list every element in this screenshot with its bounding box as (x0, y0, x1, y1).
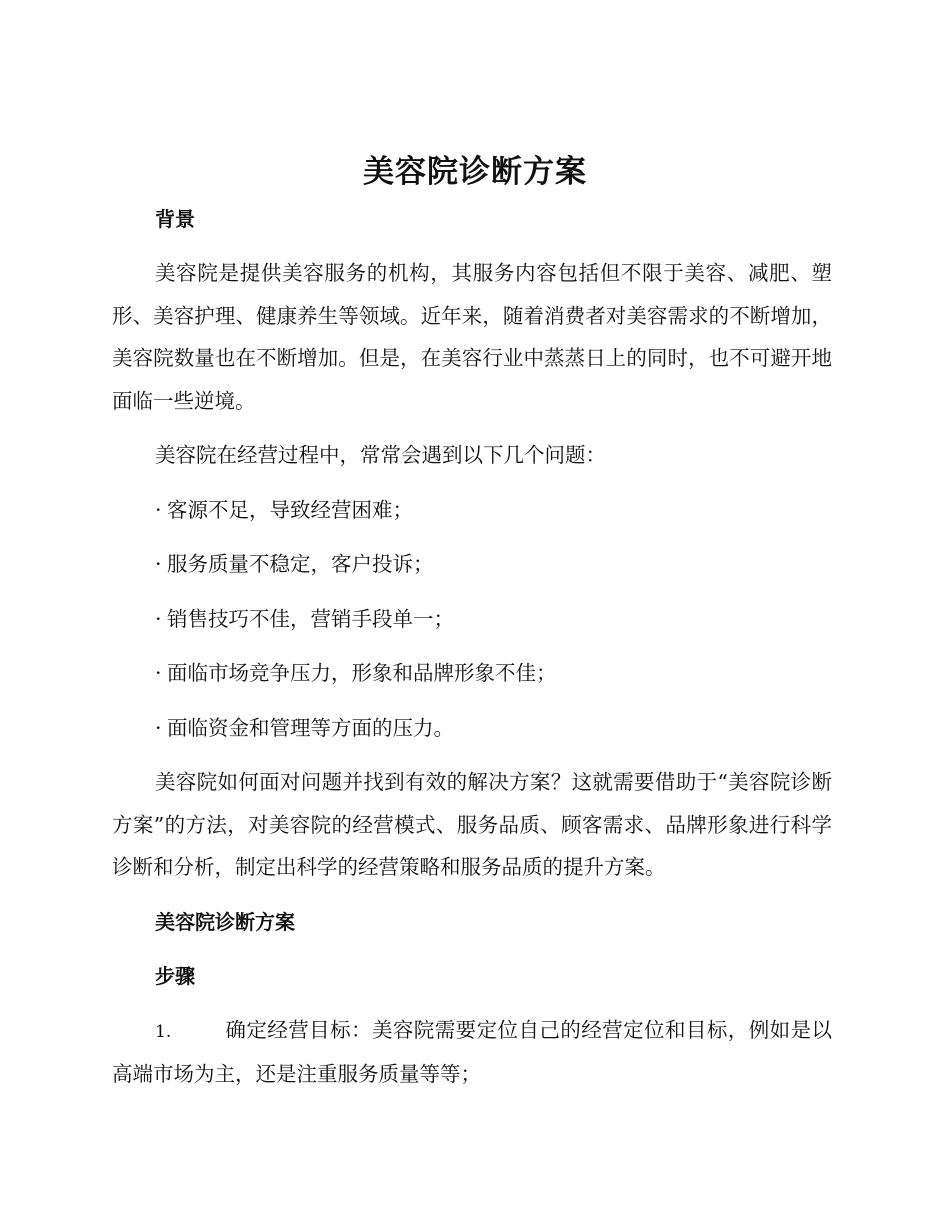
problem-list-item (112, 489, 832, 532)
bullet-dot: · (155, 715, 162, 740)
section-heading-plan: 美容院诊断方案 (155, 909, 295, 934)
problem-list-item (112, 707, 832, 750)
problem-list-item (112, 652, 832, 695)
problem-list-item (112, 543, 832, 586)
problem-text: 销售技巧不佳，营销手段单一； (167, 606, 454, 631)
document-body (112, 198, 832, 1096)
step-number: 1. (155, 1021, 172, 1042)
intro-paragraph: 美容院是提供美容服务的机构，其服务内容包括但不限于美容、减肥、塑形、美容护理、健康养生等领域。近年来，随着消费者对美容需求的不断增加，美容院数量也在不断增加。但是，在美容行业中蒸蒸日上的同时，也不可避开地面临一些逆境。 (112, 261, 832, 413)
step-text: 确定经营目标：美容院需要定位自己的经营定位和目标，例如是以高端市场为主，还是注重服务质量等等； (112, 1017, 832, 1086)
problem-text: 面临市场竞争压力，形象和品牌形象不佳； (167, 661, 557, 685)
problems-lead-paragraph: 美容院在经营过程中，常常会遇到以下几个问题： (155, 443, 606, 467)
document-title: 美容院诊断方案 (363, 154, 587, 190)
solution-paragraph: 美容院如何面对问题并找到有效的解决方案？这就需要借助于“美容院诊断方案”的方法，对美容院的经营模式、服务品质、顾客需求、品牌形象进行科学诊断和分析，制定出科学的经营策略和服务品质的提升方案。 (112, 770, 832, 879)
problem-text: 客源不足，导致经营困难； (167, 497, 413, 522)
bullet-dot: · (155, 661, 162, 685)
section-heading-background: 背景 (155, 207, 195, 231)
problem-text: 面临资金和管理等方面的压力。 (167, 715, 454, 740)
step-item (112, 1009, 832, 1096)
section-heading-steps: 步骤 (155, 963, 195, 988)
bullet-dot: · (155, 552, 162, 576)
bullet-dot: · (155, 497, 162, 522)
problem-text: 服务质量不稳定，客户投诉； (167, 552, 434, 576)
bullet-dot: · (155, 606, 162, 631)
problem-list-item (112, 598, 832, 641)
